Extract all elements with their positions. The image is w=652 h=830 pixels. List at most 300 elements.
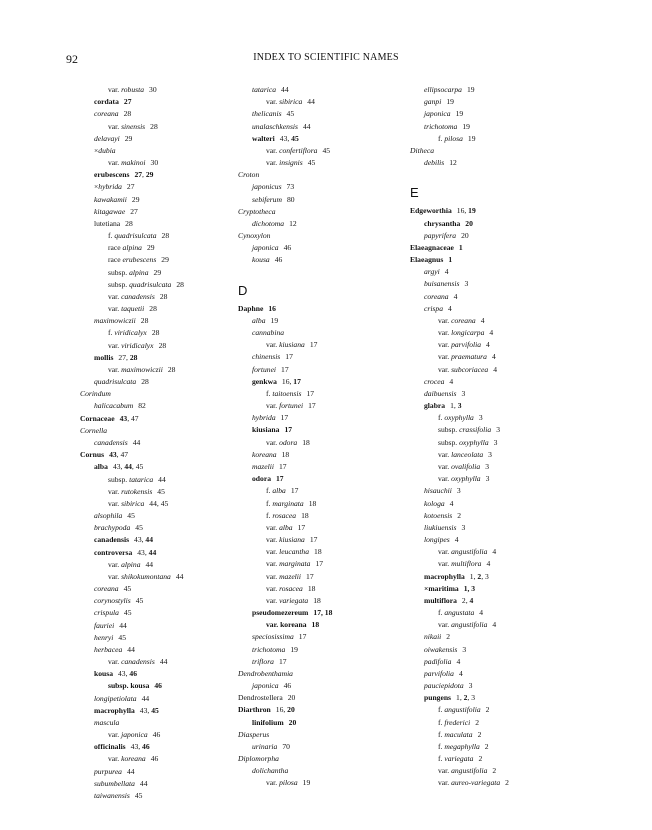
- entry-name: henryi: [94, 632, 114, 642]
- entry-page-refs: 29: [161, 255, 169, 265]
- entry-page-refs: 30: [150, 158, 159, 168]
- entry-name: f. taitoensis: [266, 388, 302, 398]
- index-entry: [80, 474, 252, 486]
- page-number: 92: [66, 52, 78, 66]
- index-entry: [238, 583, 410, 595]
- entry-name: var. canadensis: [108, 291, 155, 301]
- entry-page-refs: 4: [458, 668, 463, 678]
- index-entry: [410, 619, 582, 631]
- index-entry: [238, 194, 410, 206]
- entry-page-refs: 19: [455, 109, 464, 119]
- index-entry: [410, 717, 582, 729]
- entry-page-refs: 20: [287, 693, 296, 703]
- index-entry: [80, 607, 252, 619]
- index-entry: [410, 412, 582, 424]
- entry-name: kotoensis: [424, 510, 453, 520]
- index-entry: [238, 461, 410, 473]
- index-entry: [80, 559, 252, 571]
- entry-name: var. angustifolia: [438, 620, 488, 630]
- index-entry: [238, 351, 410, 363]
- index-entry: [410, 765, 582, 777]
- entry-page-refs: 3: [462, 644, 467, 654]
- entry-name: officinalis: [94, 742, 126, 752]
- entry-name: f. frederici: [438, 717, 471, 727]
- entry-name: canadensis: [94, 437, 128, 447]
- entry-page-refs: 3: [461, 388, 466, 398]
- index-column-2: [238, 84, 410, 790]
- index-entry: [80, 327, 252, 339]
- entry-name: var. odora: [266, 437, 298, 447]
- index-entry: [80, 303, 252, 315]
- entry-page-refs: 19: [290, 644, 298, 654]
- index-entry: [238, 412, 410, 424]
- index-entry: [410, 631, 582, 643]
- index-entry: [238, 558, 410, 570]
- entry-page-refs: 2: [485, 705, 490, 715]
- entry-page-refs: 45: [118, 632, 126, 642]
- index-entry: [238, 631, 410, 643]
- entry-name: var. fortunei: [266, 401, 304, 411]
- entry-page-refs: 12: [449, 158, 457, 168]
- entry-page-refs: 18: [302, 437, 310, 447]
- entry-page-refs: 44: [159, 657, 168, 667]
- entry-page-refs: 19: [446, 97, 454, 107]
- entry-name: var. aureo-variegata: [438, 778, 501, 788]
- entry-name: subsp. oxyphylla: [438, 437, 489, 447]
- entry-name: f. angustata: [438, 608, 475, 618]
- entry-name: hybrida: [252, 413, 276, 423]
- entry-name: var. koreana: [266, 620, 307, 630]
- index-entry: [238, 400, 410, 412]
- entry-name: var. oxyphylla: [438, 474, 481, 484]
- index-entry: [80, 729, 252, 741]
- entry-name: subsp. crassifolia: [438, 425, 492, 435]
- index-entry: [410, 376, 582, 388]
- index-entry: [80, 376, 252, 388]
- index-entry: [238, 449, 410, 461]
- entry-page-refs: 2: [446, 632, 451, 642]
- entry-name: speciosissima: [252, 632, 294, 642]
- index-entry: [410, 522, 582, 534]
- entry-name: f. megaphylla: [438, 741, 480, 751]
- entry-page-refs: 43, 46: [130, 742, 150, 752]
- entry-page-refs: 28: [141, 377, 149, 387]
- entry-name: japonica: [252, 243, 279, 253]
- entry-name: corynostylis: [94, 596, 131, 606]
- index-entry: [80, 510, 252, 522]
- entry-page-refs: 17: [290, 486, 299, 496]
- entry-page-refs: 73: [286, 182, 295, 192]
- index-entry: [80, 741, 252, 753]
- index-entry: [410, 498, 582, 510]
- entry-page-refs: 27: [123, 97, 132, 107]
- entry-page-refs: 43, 44: [134, 535, 154, 545]
- index-entry: [410, 729, 582, 741]
- entry-page-refs: 43, 44: [137, 547, 157, 557]
- entry-name: halicacabum: [94, 401, 134, 411]
- entry-name: var. marginata: [266, 559, 311, 569]
- index-entry: [80, 595, 252, 607]
- index-entry: [80, 364, 252, 376]
- index-entry: [80, 571, 252, 583]
- index-entry: [410, 218, 582, 230]
- entry-name: dolichantha: [252, 766, 289, 776]
- index-entry: [80, 169, 252, 181]
- entry-name: var. praematura: [438, 352, 487, 362]
- entry-page-refs: 4: [479, 608, 484, 618]
- entry-name: subumbellata: [94, 778, 135, 788]
- index-entry: [238, 717, 410, 729]
- index-entry: [80, 461, 252, 473]
- entry-name: coreana: [94, 584, 119, 594]
- index-entry: [410, 205, 582, 217]
- entry-name: Cornaceae: [80, 413, 115, 423]
- entry-page-refs: 16, 20: [275, 705, 295, 715]
- entry-name: herbacea: [94, 644, 123, 654]
- index-entry: [410, 558, 582, 570]
- entry-page-refs: 82: [138, 401, 146, 411]
- index-entry: [238, 510, 410, 522]
- index-entry: [80, 534, 252, 546]
- index-entry: [238, 668, 410, 680]
- entry-page-refs: 2: [478, 754, 483, 764]
- entry-name: japonicus: [252, 182, 282, 192]
- index-entry: [410, 680, 582, 692]
- entry-page-refs: 19: [466, 85, 475, 94]
- index-entry: [80, 145, 252, 157]
- entry-name: walteri: [252, 133, 275, 143]
- entry-page-refs: 43, 46: [118, 669, 137, 679]
- index-entry: [410, 449, 582, 461]
- entry-name: sebiferum: [252, 194, 282, 204]
- entry-name: Diplomorpha: [238, 754, 279, 764]
- index-entry: [238, 680, 410, 692]
- entry-name: liukiuensis: [424, 522, 457, 532]
- entry-name: taiwanensis: [94, 790, 130, 800]
- index-entry: [238, 522, 410, 534]
- entry-name: glabra: [424, 401, 446, 411]
- entry-name: alsophila: [94, 511, 123, 521]
- index-entry: [410, 230, 582, 242]
- index-entry: [80, 267, 252, 279]
- entry-page-refs: 20: [288, 717, 297, 727]
- index-entry: [80, 693, 252, 705]
- entry-page-refs: 44: [307, 97, 315, 107]
- index-entry: [410, 278, 582, 290]
- index-entry: [238, 437, 410, 449]
- entry-page-refs: 3: [478, 413, 483, 423]
- index-entry: [238, 473, 410, 485]
- index-entry: [238, 571, 410, 583]
- entry-name: var. maximowiczii: [108, 364, 163, 374]
- index-entry: [410, 315, 582, 327]
- index-entry: [410, 510, 582, 522]
- index-entry: [80, 388, 252, 400]
- entry-name: trichotoma: [252, 644, 286, 654]
- entry-page-refs: 45: [123, 608, 132, 618]
- entry-name: Cryptotheca: [238, 206, 276, 216]
- entry-page-refs: 4: [486, 559, 491, 569]
- entry-page-refs: 27, 28: [118, 352, 138, 362]
- index-entry: [80, 790, 252, 802]
- index-entry: [410, 595, 582, 607]
- index-entry: [238, 230, 410, 242]
- entry-name: quadrisulcata: [94, 377, 137, 387]
- entry-page-refs: 1, 2, 3: [456, 693, 476, 703]
- index-entry: [410, 473, 582, 485]
- entry-name: f. angustifolia: [438, 705, 481, 715]
- entry-page-refs: 27: [130, 206, 138, 216]
- entry-name: pungens: [424, 693, 452, 703]
- entry-page-refs: 18: [313, 595, 321, 605]
- index-entry: [410, 534, 582, 546]
- entry-page-refs: 4: [453, 291, 458, 301]
- entry-page-refs: 29: [153, 267, 162, 277]
- entry-name: kousa: [252, 255, 270, 265]
- index-entry: [410, 291, 582, 303]
- index-entry: [410, 108, 582, 120]
- index-entry: [238, 157, 410, 169]
- entry-name: crocea: [424, 376, 445, 386]
- entry-page-refs: 3: [464, 279, 469, 289]
- entry-page-refs: 19: [467, 133, 476, 143]
- entry-name: multiflora: [424, 595, 457, 605]
- entry-name: var. pilosa: [266, 778, 298, 788]
- entry-page-refs: 19: [270, 315, 279, 325]
- entry-name: macrophylla: [94, 705, 135, 715]
- entry-page-refs: 4: [493, 364, 497, 374]
- entry-name: var. sinensis: [108, 121, 146, 131]
- entry-name: var. parvifolia: [438, 340, 482, 350]
- entry-name: var. rosacea: [266, 583, 303, 593]
- entry-name: Croton: [238, 170, 260, 180]
- entry-page-refs: 28: [161, 231, 170, 241]
- entry-page-refs: 18: [314, 547, 322, 557]
- entry-name: var. leucantha: [266, 547, 310, 557]
- entry-page-refs: 4: [480, 315, 485, 325]
- entry-name: f. maculata: [438, 729, 473, 739]
- entry-name: argyi: [424, 267, 440, 277]
- index-entry: [238, 339, 410, 351]
- entry-page-refs: 3: [485, 461, 489, 471]
- entry-page-refs: 44: [141, 693, 150, 703]
- entry-name: macrophylla: [424, 571, 465, 581]
- index-entry: [80, 583, 252, 595]
- entry-name: ×dubia: [94, 145, 116, 155]
- entry-name: oiwakensis: [424, 644, 458, 654]
- index-entry: [410, 777, 582, 789]
- index-letter-heading: E: [410, 185, 419, 201]
- index-entry: [238, 388, 410, 400]
- entry-page-refs: 16: [268, 303, 276, 313]
- entry-name: thelicanis: [252, 109, 282, 119]
- entry-page-refs: 3: [485, 474, 490, 484]
- index-entry: [80, 778, 252, 790]
- entry-page-refs: 46: [283, 681, 292, 691]
- entry-name: var. taquetii: [108, 304, 145, 314]
- index-entry: [80, 315, 252, 327]
- entry-name: Daphne: [238, 303, 264, 313]
- entry-page-refs: 44: [126, 766, 135, 776]
- entry-name: f. rosacea: [266, 510, 297, 520]
- entry-page-refs: 1, 3: [450, 401, 462, 411]
- index-entry: [410, 364, 582, 376]
- entry-page-refs: 2: [505, 778, 509, 788]
- entry-name: pauciepidota: [424, 681, 464, 691]
- entry-name: race erubescens: [108, 255, 157, 265]
- entry-name: var. kiusiana: [266, 535, 305, 545]
- index-entry: [410, 692, 582, 704]
- entry-page-refs: 44: [158, 474, 166, 484]
- entry-page-refs: 17: [275, 474, 284, 484]
- index-entry: [80, 680, 252, 692]
- entry-name: triflora: [252, 656, 274, 666]
- index-entry: [410, 461, 582, 473]
- entry-name: var. viridicalyx: [108, 340, 154, 350]
- entry-name: cordata: [94, 97, 119, 107]
- index-entry: [410, 351, 582, 363]
- index-entry: [410, 704, 582, 716]
- index-entry: [80, 340, 252, 352]
- entry-page-refs: 16, 19: [456, 206, 476, 216]
- entry-page-refs: 20: [465, 218, 473, 228]
- entry-page-refs: 4: [486, 340, 490, 350]
- entry-page-refs: 12: [289, 218, 297, 228]
- entry-name: var. sibirica: [108, 498, 145, 508]
- entry-page-refs: 45: [322, 145, 331, 155]
- entry-page-refs: 4: [489, 328, 494, 338]
- entry-name: japonica: [252, 681, 279, 691]
- entry-page-refs: 17: [278, 461, 287, 471]
- entry-name: ganpi: [424, 97, 442, 107]
- index-entry: [238, 607, 410, 619]
- entry-name: var. canadensis: [108, 657, 155, 667]
- index-entry: [80, 291, 252, 303]
- entry-name: Cornella: [80, 425, 108, 435]
- entry-name: var. koreana: [108, 754, 146, 764]
- entry-page-refs: 28: [149, 304, 157, 314]
- entry-name: kawakamii: [94, 194, 127, 204]
- entry-page-refs: 4: [444, 267, 449, 277]
- entry-name: var. angustifolia: [438, 547, 488, 557]
- entry-page-refs: 29: [124, 133, 133, 143]
- entry-name: mazelii: [252, 461, 274, 471]
- entry-page-refs: 44: [175, 571, 184, 581]
- entry-page-refs: 28: [125, 218, 133, 228]
- index-entry: [410, 644, 582, 656]
- entry-page-refs: 45: [307, 158, 316, 168]
- index-entry: [238, 218, 410, 230]
- entry-name: subsp. tatarica: [108, 474, 154, 484]
- entry-page-refs: 44: [119, 620, 127, 630]
- index-entry: [80, 632, 252, 644]
- entry-name: Ditheca: [410, 145, 435, 155]
- entry-name: papyrifera: [424, 230, 457, 240]
- index-entry: [238, 729, 410, 741]
- index-entry: [238, 133, 410, 145]
- index-entry: [80, 705, 252, 717]
- entry-page-refs: 3: [461, 522, 466, 532]
- index-entry: [80, 133, 252, 145]
- entry-page-refs: 44: [281, 85, 289, 94]
- index-entry: [238, 206, 410, 218]
- entry-page-refs: 29: [146, 243, 155, 253]
- entry-page-refs: 2: [484, 741, 489, 751]
- entry-name: var. angustifolia: [438, 766, 488, 776]
- entry-page-refs: 17: [284, 425, 293, 435]
- index-spacer: [238, 267, 410, 279]
- entry-page-refs: 19: [302, 778, 311, 788]
- entry-name: kitagawae: [94, 206, 126, 216]
- entry-name: f. quadrisulcata: [108, 231, 157, 241]
- entry-name: longipetiolata: [94, 693, 137, 703]
- index-entry: [410, 753, 582, 765]
- entry-page-refs: 17: [306, 388, 315, 398]
- entry-page-refs: 1, 3: [463, 583, 476, 593]
- entry-name: var. rutokensis: [108, 486, 153, 496]
- index-entry: [410, 400, 582, 412]
- index-entry: [410, 96, 582, 108]
- entry-page-refs: 44: [139, 778, 148, 788]
- index-entry: [80, 547, 252, 559]
- entry-page-refs: 43, 45: [279, 133, 299, 143]
- entry-page-refs: 46: [283, 243, 292, 253]
- entry-page-refs: 3: [496, 425, 500, 435]
- index-entry: [238, 424, 410, 436]
- entry-page-refs: 18: [301, 510, 309, 520]
- entry-page-refs: 17: [315, 559, 324, 569]
- entry-name: race alpina: [108, 243, 142, 253]
- entry-name: f. pilosa: [438, 133, 463, 143]
- index-entry: [238, 376, 410, 388]
- index-spacer: [410, 169, 582, 181]
- index-entry: [80, 242, 252, 254]
- index-entry: [238, 741, 410, 753]
- index-entry: [80, 644, 252, 656]
- entry-name: maximowiczii: [94, 316, 136, 326]
- entry-page-refs: 45: [123, 584, 132, 594]
- entry-name: cannabina: [252, 328, 285, 338]
- entry-page-refs: 28: [123, 109, 132, 119]
- entry-page-refs: 4: [456, 656, 461, 666]
- entry-name: var. lanceolata: [438, 449, 484, 459]
- index-entry: [410, 656, 582, 668]
- entry-page-refs: 45: [135, 523, 143, 533]
- entry-page-refs: 17: [308, 401, 316, 411]
- entry-page-refs: 18: [307, 583, 316, 593]
- entry-name: debilis: [424, 158, 445, 168]
- entry-page-refs: 44: [132, 437, 141, 447]
- entry-page-refs: 29: [131, 194, 140, 204]
- entry-page-refs: 19: [462, 121, 470, 131]
- entry-page-refs: 28: [159, 291, 168, 301]
- entry-name: f. alba: [266, 486, 286, 496]
- entry-name: ellipsocarpa: [424, 85, 462, 94]
- entry-name: Cynoxylon: [238, 231, 271, 241]
- entry-name: var. coreana: [438, 315, 476, 325]
- index-entry: [410, 145, 582, 157]
- index-entry: [238, 327, 410, 339]
- entry-page-refs: 3: [468, 681, 473, 691]
- index-entry: [80, 254, 252, 266]
- entry-name: var. longicarpa: [438, 328, 485, 338]
- index-entry: [410, 668, 582, 680]
- entry-page-refs: 43, 47: [119, 413, 139, 423]
- entry-name: dichotoma: [252, 218, 285, 228]
- index-entry: [410, 121, 582, 133]
- entry-name: genkwa: [252, 376, 277, 386]
- entry-name: unalaschkensis: [252, 121, 298, 131]
